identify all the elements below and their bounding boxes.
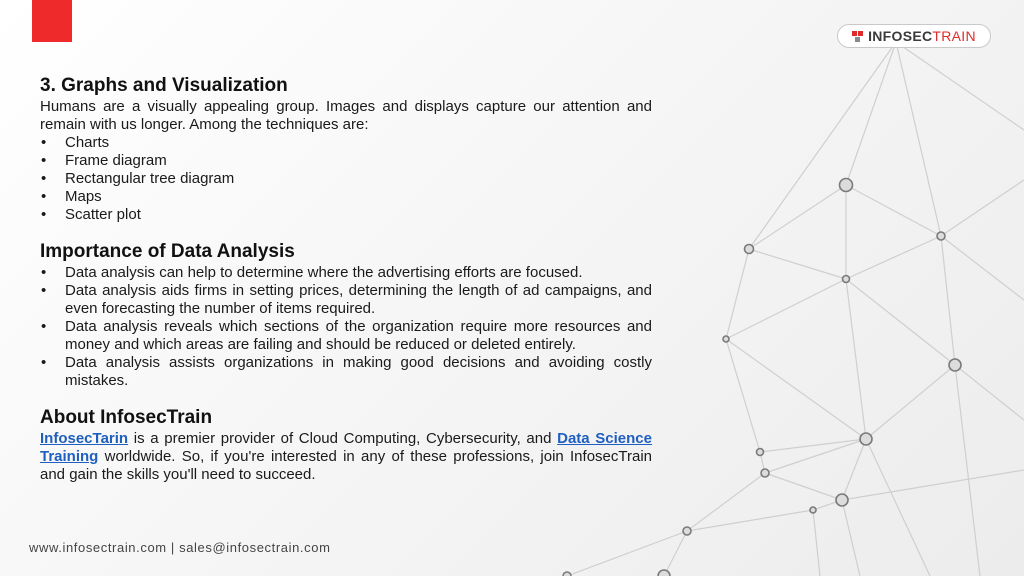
- infosectrain-logo: [837, 24, 991, 48]
- list-item: • Data analysis can help to determine where the advertising efforts are focused.: [40, 264, 652, 282]
- logo-mark-icon: [852, 31, 863, 42]
- list-item: • Charts: [40, 134, 652, 152]
- importance-list: [40, 264, 652, 390]
- techniques-list: [40, 134, 652, 224]
- section-graphs-title: 3. Graphs and Visualization: [40, 75, 288, 96]
- list-item: • Frame diagram: [40, 152, 652, 170]
- logo-text: INFOSECTRAIN: [868, 28, 976, 44]
- list-item: • Data analysis assists organizations in making good decisions and avoiding costly mistakes.: [40, 354, 652, 390]
- list-item: • Rectangular tree diagram: [40, 170, 652, 188]
- about-text-1: is a premier provider of Cloud Computing, Cybersecurity, and: [128, 430, 558, 447]
- section-graphs-intro: Humans are a visually appealing group. Images and displays capture our attention and remain with us longer. Among the techniques are:: [40, 98, 652, 133]
- list-item: • Maps: [40, 188, 652, 206]
- about-paragraph: [40, 430, 652, 484]
- infosectarin-link[interactable]: InfosecTarin: [40, 430, 129, 447]
- section-importance-title: Importance of Data Analysis: [40, 241, 295, 262]
- about-text-2: worldwide. So, if you're interested in any of these professions, join InfosecTrain and gain the skills you'll need to succeed.: [40, 448, 652, 483]
- list-item: • Scatter plot: [40, 206, 652, 224]
- list-item: • Data analysis reveals which sections of the organization require more resources and money and which areas are failing and should be reduced or deleted entirely.: [40, 318, 652, 354]
- list-item: • Data analysis aids firms in setting prices, determining the length of ad campaigns, and even forecasting the number of items required.: [40, 282, 652, 318]
- footer-contact: www.infosectrain.com | sales@infosectrain.com: [29, 540, 331, 555]
- section-about-title: About InfosecTrain: [40, 407, 213, 428]
- data-science-training-link[interactable]: Data Science Training: [40, 430, 652, 465]
- main-content: [40, 74, 652, 484]
